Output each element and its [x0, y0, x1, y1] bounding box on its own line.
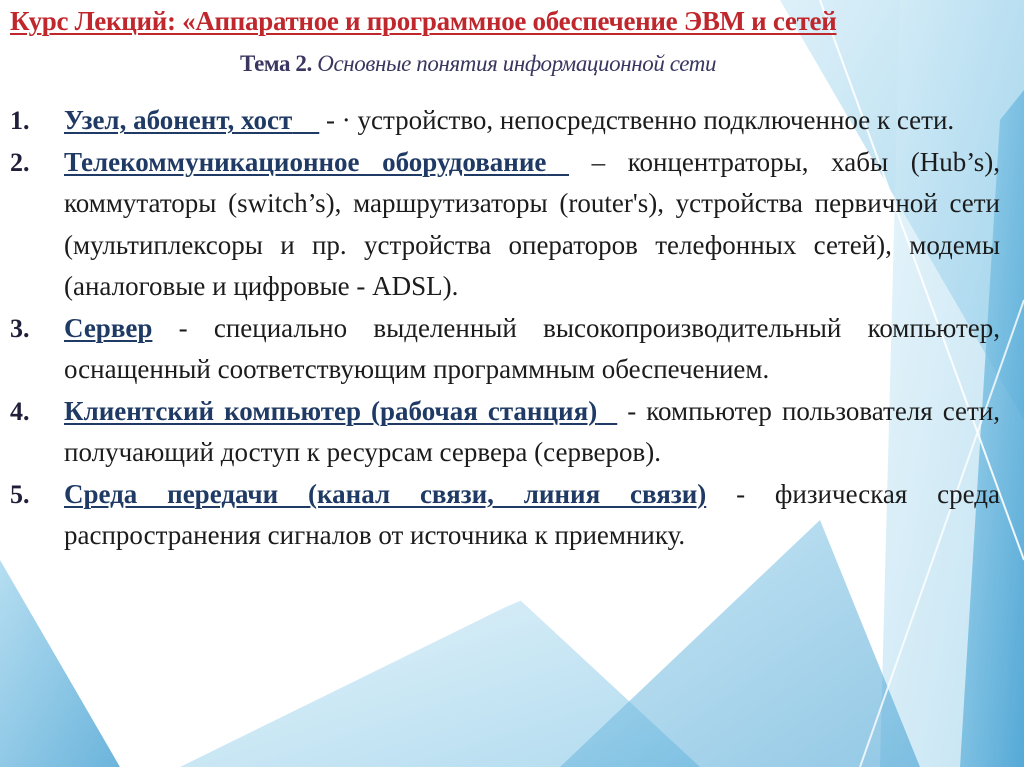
item-number: 4. — [10, 396, 30, 426]
item-definition: - физическая среда распространения сигналов от источника к приемнику. — [64, 478, 1000, 550]
item-text — [64, 100, 1000, 142]
definitions-list — [10, 100, 1000, 557]
item-definition: – концентраторы, хабы (Hub’s), коммутаторы (switch’s), маршрутизаторы (router's), устройства первичной сети (мультиплексоры и пр. устройства операторов телефонных сетей), модемы (аналоговые и цифровые - ADSL). — [64, 146, 1001, 301]
item-number: 3. — [10, 313, 30, 343]
item-definition: - специально выделенный высокопроизводительный компьютер, оснащенный соответствующим программным обеспечением. — [64, 312, 1001, 384]
item-term: Телекоммуникационное оборудование — [64, 146, 547, 177]
item-number: 1. — [10, 106, 30, 135]
topic-name: Основные понятия информационной сети — [317, 51, 717, 76]
item-text — [64, 474, 1000, 557]
item-term: Клиентский компьютер (рабочая станция) — [64, 395, 598, 426]
item-text — [64, 308, 1000, 391]
list-item — [10, 391, 1000, 474]
item-definition: - · устройство, непосредственно подключенное к сети. — [326, 105, 955, 135]
list-item — [10, 308, 1000, 391]
item-text — [64, 391, 1000, 474]
item-term: Узел, абонент, хост — [64, 105, 293, 135]
item-text — [64, 142, 1000, 308]
list-item — [10, 100, 1000, 142]
item-term: Сервер — [64, 312, 153, 343]
item-definition: - компьютер пользователя сети, получающий доступ к ресурсам сервера (серверов). — [64, 395, 1000, 467]
topic-label: Тема 2. — [240, 51, 312, 76]
topic-line — [240, 51, 716, 77]
list-item — [10, 142, 1000, 308]
item-term: Среда передачи (канал связи, линия связи) — [64, 478, 707, 509]
item-number: 5. — [10, 479, 30, 509]
item-number: 2. — [10, 147, 30, 177]
course-title: Курс Лекций: «Аппаратное и программное обеспечение ЭВМ и сетей — [10, 6, 837, 36]
list-item — [10, 474, 1000, 557]
